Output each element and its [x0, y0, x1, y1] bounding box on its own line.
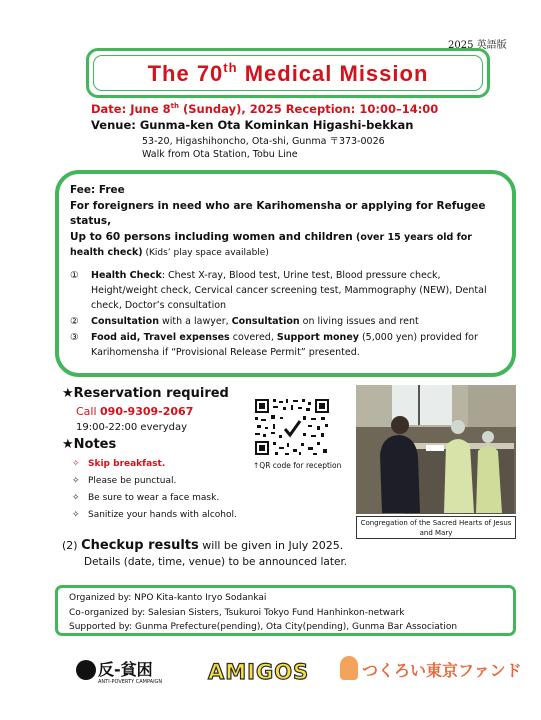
date-reception: Date: June 8th (Sunday), 2025 Reception: 10:00–14:00	[91, 102, 439, 116]
note-item: ✧ Be sure to wear a face mask.	[72, 493, 220, 503]
capacity-text: Up to 60 persons including women and children (over 15 years old for	[70, 230, 472, 243]
results-line: (2) Checkup results will be given in July 2025.	[62, 538, 344, 553]
call-hours: 19:00-22:00 everyday	[76, 422, 188, 433]
title-banner	[86, 48, 490, 98]
venue-access: Walk from Ota Station, Tobu Line	[142, 149, 298, 160]
note-item: ✧ Please be punctual.	[72, 476, 177, 486]
qr-code[interactable]	[253, 397, 331, 457]
service-item: ③ Food aid, Travel expenses covered, Support money (5,000 yen) provided for Karihomensha if “Provisional Release Permit” presented.	[70, 331, 478, 358]
info-panel	[55, 170, 516, 377]
co-organized-by: Co-organized by: Salesian Sisters, Tsukuroi Tokyo Fund Hanhinkon-netwark	[69, 607, 405, 618]
fee-text: Fee: Free	[70, 184, 125, 196]
supported-by: Supported by: Gunma Prefecture(pending), Ota City(pending), Gunma Bar Association	[69, 622, 458, 632]
page-title: The 70th Medical Mission	[147, 59, 429, 86]
phone-number[interactable]: 090-9309-2067	[100, 405, 194, 418]
notes-heading: ★Notes	[62, 437, 117, 452]
venue-name: Venue: Gunma-ken Ota Kominkan Higashi-bekkan	[91, 118, 414, 132]
eligibility-text: For foreigners in need who are Karihomensha or applying for Refugee status,	[70, 199, 486, 227]
tsukuroi-logo: つくろい東京ファンド	[340, 654, 496, 688]
results-details: Details (date, time, venue) to be announced later.	[84, 556, 348, 568]
organized-by: Organized by: NPO Kita-kanto Iryo Sodankai	[69, 593, 267, 603]
anti-poverty-logo: 反-貧困 ANTI-POVERTY CAMPAIGN	[76, 655, 170, 689]
edition-label: 2025 英語版	[448, 40, 507, 51]
note-item: ✧ Sanitize your hands with alcohol.	[72, 510, 237, 520]
venue-address: 53-20, Higashihoncho, Ota-shi, Gunma 〒373-0026	[142, 136, 385, 147]
reservation-heading: ★Reservation required	[62, 386, 229, 401]
service-item: ② Consultation with a lawyer, Consultation on living issues and rent	[70, 315, 419, 327]
service-item: ① Health Check: Chest X-ray, Blood test, Urine test, Blood pressure check, Height/weight check, Cervical cancer screening test, Mammography (NEW), Dental check, Doctor’s consultation	[70, 269, 487, 311]
photo-caption: Congregation of the Sacred Hearts of Jesus and Mary	[356, 516, 516, 539]
phone-line: Call 090-9309-2067	[76, 405, 194, 418]
organizers-box	[55, 585, 516, 636]
qr-caption: ↑QR code for reception	[253, 461, 342, 470]
health-check-note: health check) (Kids’ play space available)	[70, 247, 269, 258]
volunteer-photo	[356, 385, 516, 514]
note-item: ✧ Skip breakfast.	[72, 459, 166, 469]
notes-list	[72, 456, 237, 524]
amigos-logo: AMIGOS	[208, 660, 310, 684]
